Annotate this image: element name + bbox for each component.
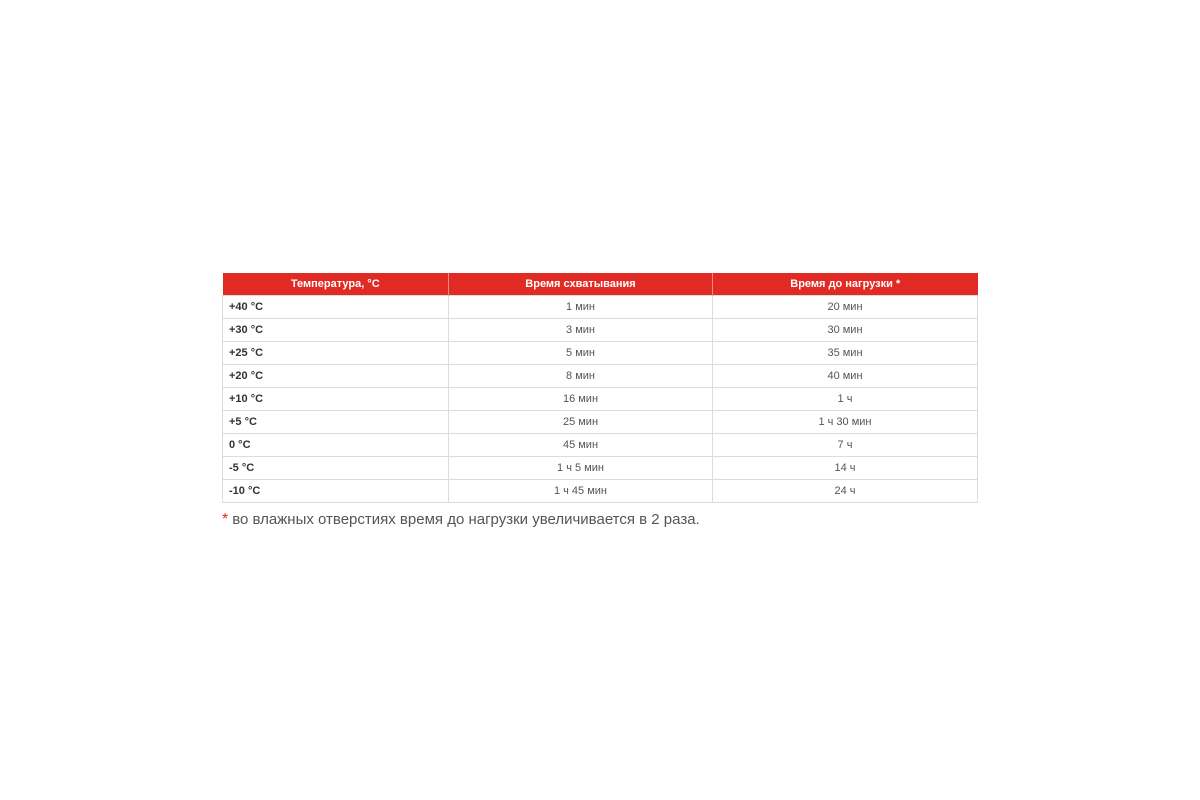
cell-load-time: 20 мин xyxy=(713,296,978,319)
header-load-time: Время до нагрузки * xyxy=(713,273,978,296)
footnote xyxy=(222,511,700,529)
table-header xyxy=(223,273,978,296)
footnote-asterisk: * xyxy=(222,511,229,528)
cell-temperature: 0 °С xyxy=(223,434,449,457)
cell-setting-time: 3 мин xyxy=(449,319,713,342)
cell-temperature: +10 °С xyxy=(223,388,449,411)
cell-temperature: +25 °С xyxy=(223,342,449,365)
table-row xyxy=(223,319,978,342)
cell-setting-time: 5 мин xyxy=(449,342,713,365)
cell-temperature: +30 °С xyxy=(223,319,449,342)
cell-load-time: 7 ч xyxy=(713,434,978,457)
table-row xyxy=(223,480,978,503)
table-row xyxy=(223,296,978,319)
cell-load-time: 1 ч 30 мин xyxy=(713,411,978,434)
cell-setting-time: 1 мин xyxy=(449,296,713,319)
cell-temperature: -10 °С xyxy=(223,480,449,503)
table-row xyxy=(223,365,978,388)
cell-load-time: 35 мин xyxy=(713,342,978,365)
curing-time-table xyxy=(222,273,978,503)
cell-load-time: 14 ч xyxy=(713,457,978,480)
footnote-text: во влажных отверстиях время до нагрузки увеличивается в 2 раза. xyxy=(232,511,700,528)
cell-setting-time: 1 ч 45 мин xyxy=(449,480,713,503)
cell-setting-time: 16 мин xyxy=(449,388,713,411)
header-temperature: Температура, °С xyxy=(223,273,449,296)
cell-setting-time: 45 мин xyxy=(449,434,713,457)
cell-temperature: +5 °С xyxy=(223,411,449,434)
table-body xyxy=(223,296,978,503)
cell-load-time: 40 мин xyxy=(713,365,978,388)
table-row xyxy=(223,388,978,411)
cell-temperature: +40 °С xyxy=(223,296,449,319)
table-row xyxy=(223,411,978,434)
table-row xyxy=(223,457,978,480)
table-row xyxy=(223,342,978,365)
curing-time-table-container xyxy=(222,273,977,503)
cell-setting-time: 1 ч 5 мин xyxy=(449,457,713,480)
cell-load-time: 1 ч xyxy=(713,388,978,411)
cell-load-time: 30 мин xyxy=(713,319,978,342)
cell-setting-time: 8 мин xyxy=(449,365,713,388)
header-setting-time: Время схватывания xyxy=(449,273,713,296)
cell-temperature: +20 °С xyxy=(223,365,449,388)
table-row xyxy=(223,434,978,457)
cell-temperature: -5 °С xyxy=(223,457,449,480)
cell-load-time: 24 ч xyxy=(713,480,978,503)
table-header-row xyxy=(223,273,978,296)
cell-setting-time: 25 мин xyxy=(449,411,713,434)
